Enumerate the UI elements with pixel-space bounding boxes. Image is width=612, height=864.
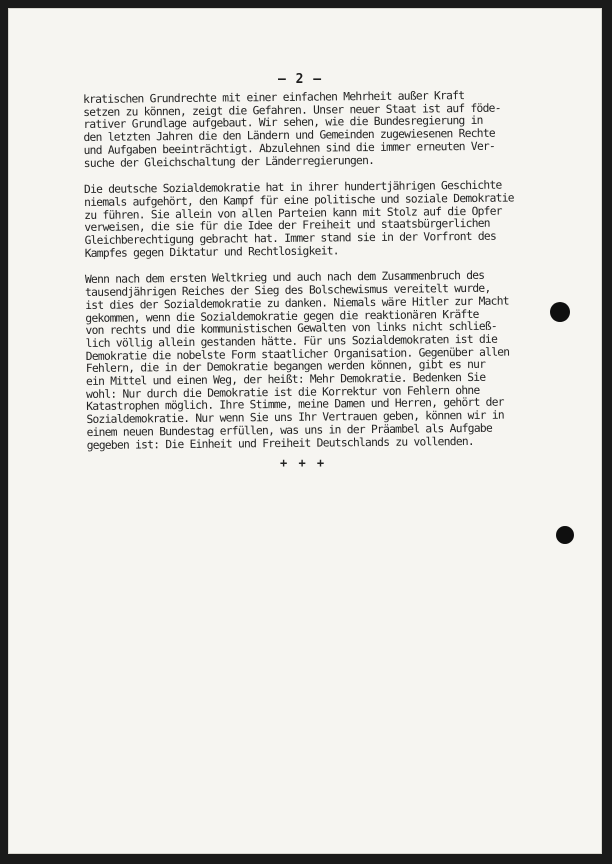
text-line: wohl: Nur durch die Demokratie ist die Korrektur von Fehlern ohne: [86, 383, 480, 401]
text-line: Gleichberechtigung gebracht hat. Immer stand sie in der Vorfront des: [84, 229, 497, 248]
text-line: einem neuen Bundestag erfüllen, was uns in der Präambel als Aufgabe: [86, 421, 493, 439]
text-line: Sozialdemokratie. Nur wenn Sie uns Ihr Vertrauen geben, können wir in: [86, 408, 505, 427]
text-line: Fehlern, die in der Demokratie begangen werden können, gibt es nur: [85, 358, 486, 376]
text-line: lich völlig allein gestanden hätte. Für uns Sozialdemokraten ist die: [85, 332, 498, 350]
text-line: zu führen. Sie allein von allen Parteien kann mit Stolz auf die Opfer: [84, 204, 502, 222]
text-line: Kampfes gegen Diktatur und Rechtlosigkeit.: [84, 244, 339, 260]
text-line: suche der Gleichschaltung der Länderregierungen.: [83, 153, 375, 170]
punch-hole-top: [550, 302, 570, 322]
paragraph-3: [85, 269, 587, 452]
text-line: setzen zu können, zeigt die Gefahren. Unser neuer Staat ist auf föde-: [83, 101, 501, 119]
end-mark: + + +: [280, 456, 327, 470]
text-line: ein Mittel und einen Weg, der heißt: Mehr Demokratie. Bedenken Sie: [85, 370, 486, 389]
text-line: verweisen, die sie für die Idee der Freiheit und staatsbürgerlichen: [84, 217, 490, 235]
text-line: kratischen Grundrechte mit einer einfachen Mehrheit außer Kraft: [82, 89, 465, 106]
text-line: Die deutsche Sozialdemokratie hat in ihrer hundertjährigen Geschichte: [83, 178, 502, 197]
page-number: – 2 –: [278, 72, 323, 87]
text-line: ist dies der Sozialdemokratie zu danken. Niemals wäre Hitler zur Macht: [85, 294, 509, 312]
document-page: [8, 8, 602, 854]
text-line: von rechts und die kommunistischen Gewalten von links nicht schließ-: [85, 319, 498, 338]
text-line: Wenn nach dem ersten Weltkrieg und auch nach dem Zusammenbruch des: [84, 269, 485, 287]
text-line: den letzten Jahren die den Ländern und Gemeinden zugewiesenen Rechte: [83, 126, 496, 145]
text-line: rativer Grundlage aufgebaut. Wir sehen, wie die Bundesregierung in: [83, 114, 483, 132]
document-body: [83, 89, 587, 466]
text-line: niemals aufgehört, den Kampf für eine politische und soziale Demokratie: [84, 191, 514, 209]
text-line: Demokratie die nobelste Form staatlicher Organisation. Gegenüber allen: [85, 345, 510, 363]
text-line: gekommen, wenn die Sozialdemokratie gegen die reaktionären Kräfte: [85, 307, 479, 325]
text-line: Katastrophen möglich. Ihre Stimme, meine Damen und Herren, gehört der: [86, 396, 504, 414]
paragraph-2: [84, 179, 585, 260]
text-line: gegeben ist: Die Einheit und Freiheit Deutschlands zu vollenden.: [86, 434, 475, 452]
punch-hole-bottom: [556, 526, 574, 544]
text-line: tausendjährigen Reiches der Sieg des Bolschewismus vereitelt wurde,: [85, 281, 491, 300]
paragraph-1: [83, 89, 584, 170]
text-line: und Aufgaben beeinträchtigt. Abzulehnen sind die immer erneuten Ver-: [83, 139, 496, 157]
